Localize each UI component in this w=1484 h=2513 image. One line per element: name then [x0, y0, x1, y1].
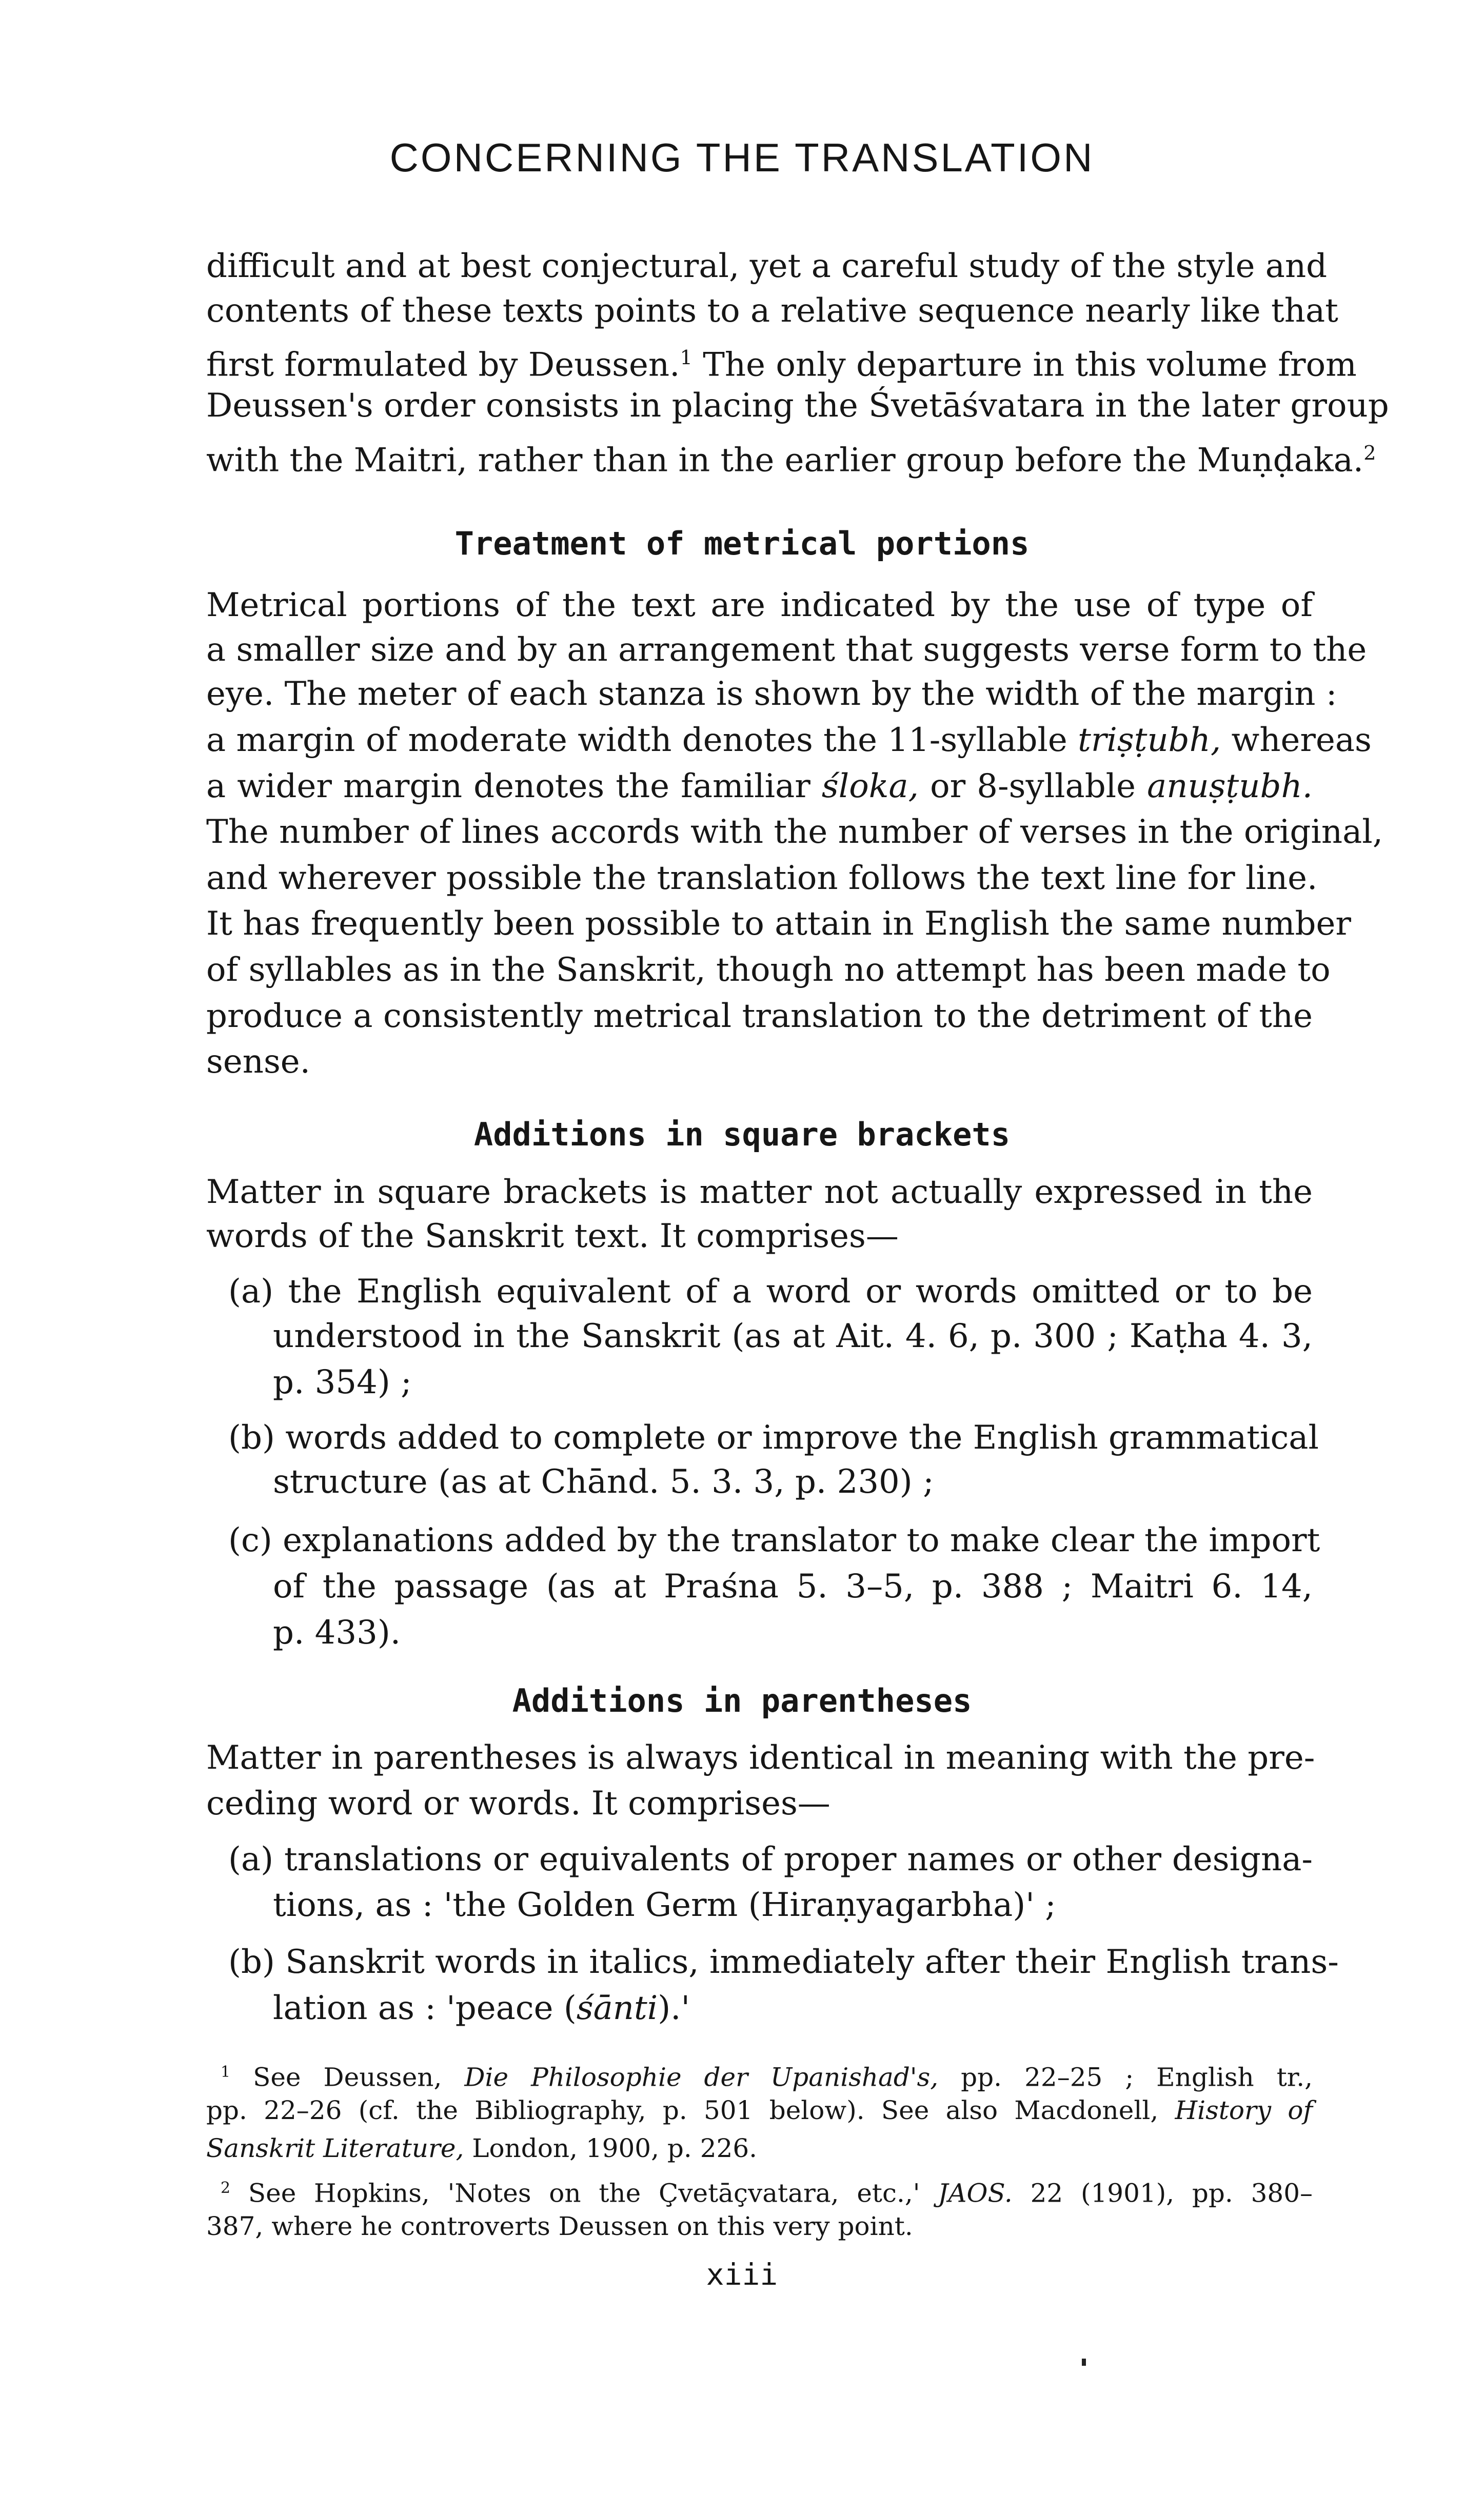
- body-line: Metrical portions of the text are indicated by the use of type of: [206, 586, 1313, 624]
- body-line: (c) explanations added by the translator to make clear the import: [228, 1521, 1320, 1559]
- footnote-marker: 1: [680, 346, 692, 369]
- text-segment: See Hopkins, 'Notes on the Çvetāçvatara, etc.,': [230, 2178, 938, 2208]
- text-segment: with the Maitri, rather than in the earlier group before the Muṇḍaka.: [206, 441, 1364, 480]
- text-segment: whereas: [1221, 721, 1372, 759]
- footnote-marker: 2: [1363, 442, 1376, 465]
- footnote-marker: 2: [221, 2179, 231, 2197]
- italic-text: History of: [1175, 2095, 1313, 2125]
- body-line: [273, 1985, 690, 2031]
- body-line: Deussen's order consists in placing the Śvetāśvatara in the later group: [206, 387, 1389, 425]
- body-line: and wherever possible the translation follows the text line for line.: [206, 859, 1318, 897]
- text-segment: See Deussen,: [230, 2062, 465, 2092]
- body-line: Matter in square brackets is matter not actually expressed in the: [206, 1173, 1313, 1211]
- section-heading: Additions in square brackets: [473, 1116, 1011, 1153]
- body-line: contents of these texts points to a relative sequence nearly like that: [206, 292, 1338, 330]
- body-line: [206, 430, 1376, 483]
- body-line: (b) Sanskrit words in italics, immediately after their English trans-: [228, 1943, 1339, 1981]
- body-line: ceding word or words. It comprises—: [206, 1785, 830, 1823]
- footnote-line: [221, 2169, 1313, 2212]
- body-line: (b) words added to complete or improve the English grammatical: [228, 1419, 1319, 1457]
- body-line: words of the Sanskrit text. It comprises—: [206, 1217, 899, 1255]
- text-segment: The only departure in this volume from: [692, 346, 1357, 384]
- body-line: produce a consistently metrical translation to the detriment of the: [206, 997, 1313, 1035]
- body-line: structure (as at Chānd. 5. 3. 3, p. 230) ;: [273, 1463, 934, 1501]
- italic-text: JAOS.: [938, 2178, 1013, 2208]
- body-line: [206, 335, 1357, 388]
- text-segment: a margin of moderate width denotes the 11-syllable: [206, 721, 1078, 759]
- body-line: [206, 717, 1372, 763]
- section-heading: Treatment of metrical portions: [454, 525, 1030, 562]
- body-line: Matter in parentheses is always identical in meaning with the pre-: [206, 1739, 1315, 1777]
- scan-speck: [1082, 2359, 1086, 2366]
- footnote-marker: 1: [221, 2063, 231, 2081]
- body-line: (a) translations or equivalents of proper names or other designa-: [228, 1841, 1313, 1878]
- italic-text: triṣṭubh,: [1078, 721, 1221, 759]
- text-segment: lation as : 'peace (: [273, 1989, 577, 2027]
- body-line: p. 433).: [273, 1614, 401, 1652]
- body-line: eye. The meter of each stanza is shown by the width of the margin :: [206, 675, 1337, 713]
- section-heading: Additions in parentheses: [512, 1682, 972, 1719]
- text-segment: London, 1900, p. 226.: [464, 2133, 758, 2163]
- body-line: a smaller size and by an arrangement that suggests verse form to the: [206, 631, 1367, 669]
- body-line: of syllables as in the Sanskrit, though no attempt has been made to: [206, 951, 1331, 989]
- body-line: tions, as : 'the Golden Germ (Hiraṇyagarbha)' ;: [273, 1886, 1056, 1924]
- italic-text: Die Philosophie der Upanishad's,: [464, 2062, 939, 2092]
- italic-text: anuṣṭubh.: [1147, 767, 1313, 805]
- text-segment: or 8-syllable: [919, 767, 1147, 805]
- running-head: CONCERNING THE TRANSLATION: [389, 135, 1095, 180]
- footnote-line: 387, where he controverts Deussen on this very point.: [206, 2211, 913, 2241]
- body-line: difficult and at best conjectural, yet a careful study of the style and: [206, 247, 1328, 285]
- text-segment: ).': [658, 1989, 690, 2027]
- text-segment: pp. 22–26 (cf. the Bibliography, p. 501 below). See also Macdonell,: [206, 2095, 1175, 2125]
- text-segment: a wider margin denotes the familiar: [206, 767, 822, 805]
- body-line: of the passage (as at Praśna 5. 3–5, p. 388 ; Maitri 6. 14,: [273, 1568, 1313, 1606]
- italic-text: śloka,: [821, 767, 919, 805]
- italic-text: śānti: [576, 1989, 658, 2027]
- text-segment: pp. 22–25 ; English tr.,: [938, 2062, 1313, 2092]
- body-line: understood in the Sanskrit (as at Ait. 4. 6, p. 300 ; Kaṭha 4. 3,: [273, 1317, 1313, 1355]
- body-line: It has frequently been possible to attain in English the same number: [206, 905, 1351, 943]
- body-line: p. 354) ;: [273, 1363, 412, 1401]
- body-line: sense.: [206, 1043, 310, 1081]
- footnote-line: [221, 2053, 1313, 2096]
- text-segment: 22 (1901), pp. 380–: [1012, 2178, 1313, 2208]
- italic-text: Sanskrit Literature,: [206, 2133, 464, 2163]
- page-number: xiii: [706, 2257, 778, 2292]
- body-line: [206, 763, 1313, 809]
- body-line: The number of lines accords with the number of verses in the original,: [206, 813, 1383, 851]
- footnote-line: [206, 2129, 757, 2167]
- footnote-line: [206, 2091, 1313, 2129]
- body-line: (a) the English equivalent of a word or words omitted or to be: [228, 1273, 1313, 1311]
- text-segment: first formulated by Deussen.: [206, 346, 680, 384]
